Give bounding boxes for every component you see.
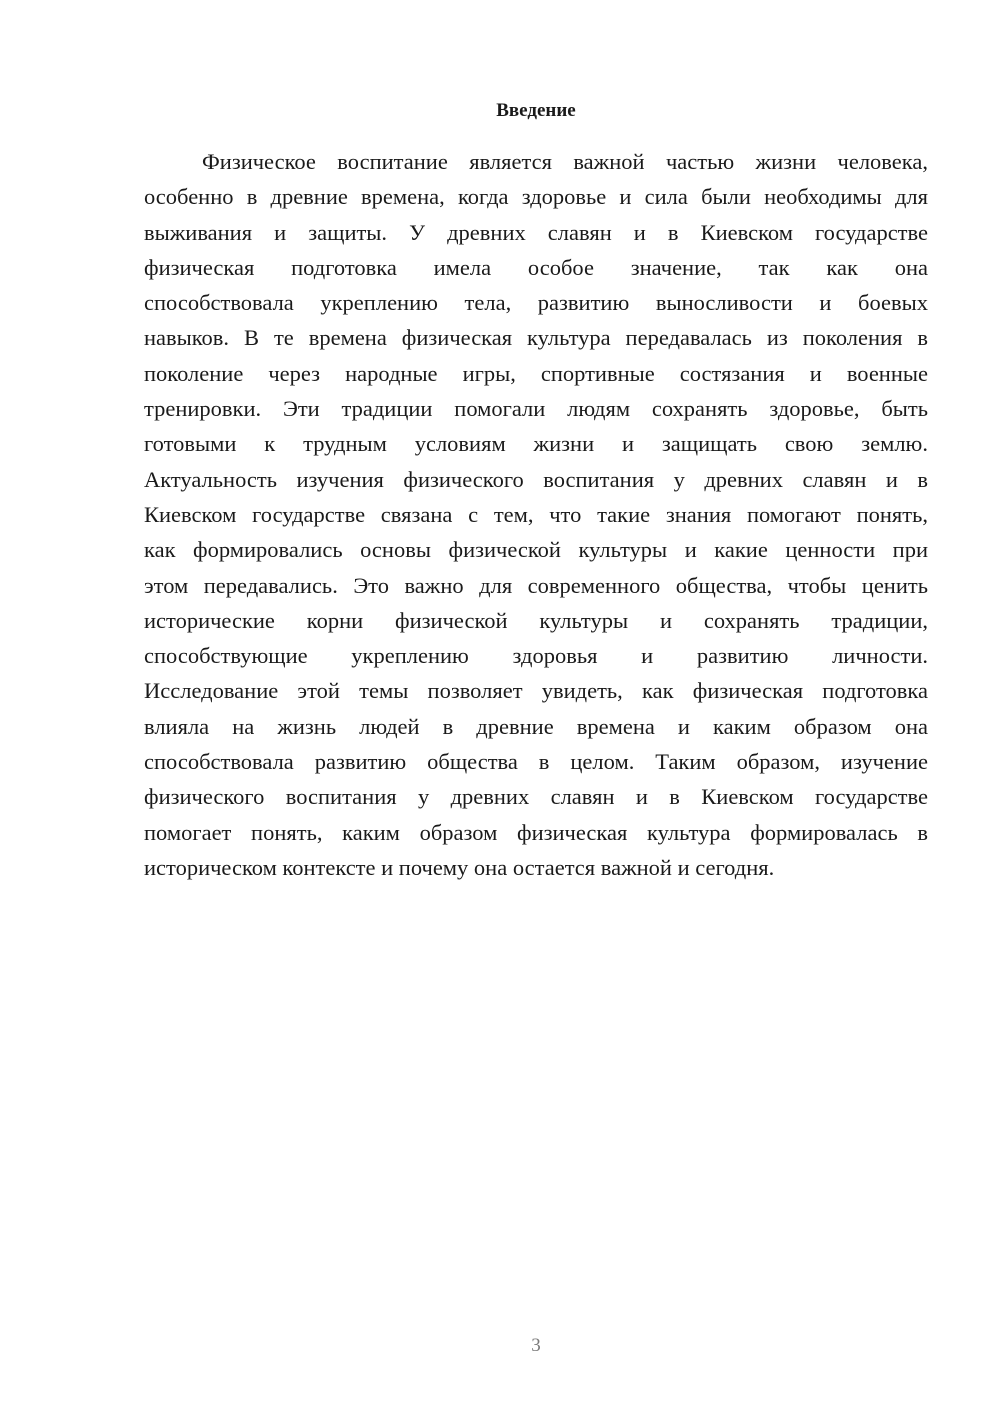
paragraph-line: тренировки. Эти традиции помогали людям сохранять здоровье, быть bbox=[144, 396, 928, 422]
paragraph-line: физическая подготовка имела особое значение, так как она bbox=[144, 254, 928, 280]
paragraph-line: способствовала укреплению тела, развитию выносливости и боевых bbox=[144, 290, 928, 316]
paragraph-line: Киевском государстве связана с тем, что такие знания помогают понять, bbox=[144, 501, 928, 527]
introduction-paragraph bbox=[144, 144, 928, 885]
page-title: Введение bbox=[496, 100, 576, 121]
paragraph-line: навыков. В те времена физическая культура передавалась из поколения в bbox=[144, 325, 928, 351]
paragraph-line: готовыми к трудным условиям жизни и защищать свою землю. bbox=[144, 431, 928, 457]
paragraph-line: Актуальность изучения физического воспитания у древних славян и в bbox=[144, 466, 928, 492]
paragraph-line: Исследование этой темы позволяет увидеть, как физическая подготовка bbox=[144, 678, 928, 704]
paragraph-line: поколение через народные игры, спортивные состязания и военные bbox=[144, 360, 928, 386]
paragraph-line: особенно в древние времена, когда здоровье и сила были необходимы для bbox=[144, 184, 928, 210]
paragraph-line: помогает понять, каким образом физическая культура формировалась в bbox=[144, 819, 928, 845]
paragraph-line: влияла на жизнь людей в древние времена и каким образом она bbox=[144, 713, 928, 739]
paragraph-line: физического воспитания у древних славян и в Киевском государстве bbox=[144, 784, 928, 810]
paragraph-line: способствовала развитию общества в целом. Таким образом, изучение bbox=[144, 749, 928, 775]
paragraph-line: исторические корни физической культуры и сохранять традиции, bbox=[144, 607, 928, 633]
paragraph-line: Физическое воспитание является важной частью жизни человека, bbox=[202, 149, 928, 174]
paragraph-line: способствующие укреплению здоровья и развитию личности. bbox=[144, 643, 928, 669]
paragraph-line: историческом контексте и почему она остается важной и сегодня. bbox=[144, 854, 775, 880]
paragraph-line: как формировались основы физической культуры и какие ценности при bbox=[144, 537, 928, 563]
paragraph-line: выживания и защиты. У древних славян и в Киевском государстве bbox=[144, 219, 928, 245]
paragraph-line: этом передавались. Это важно для современного общества, чтобы ценить bbox=[144, 572, 928, 598]
page-number: 3 bbox=[531, 1335, 541, 1356]
